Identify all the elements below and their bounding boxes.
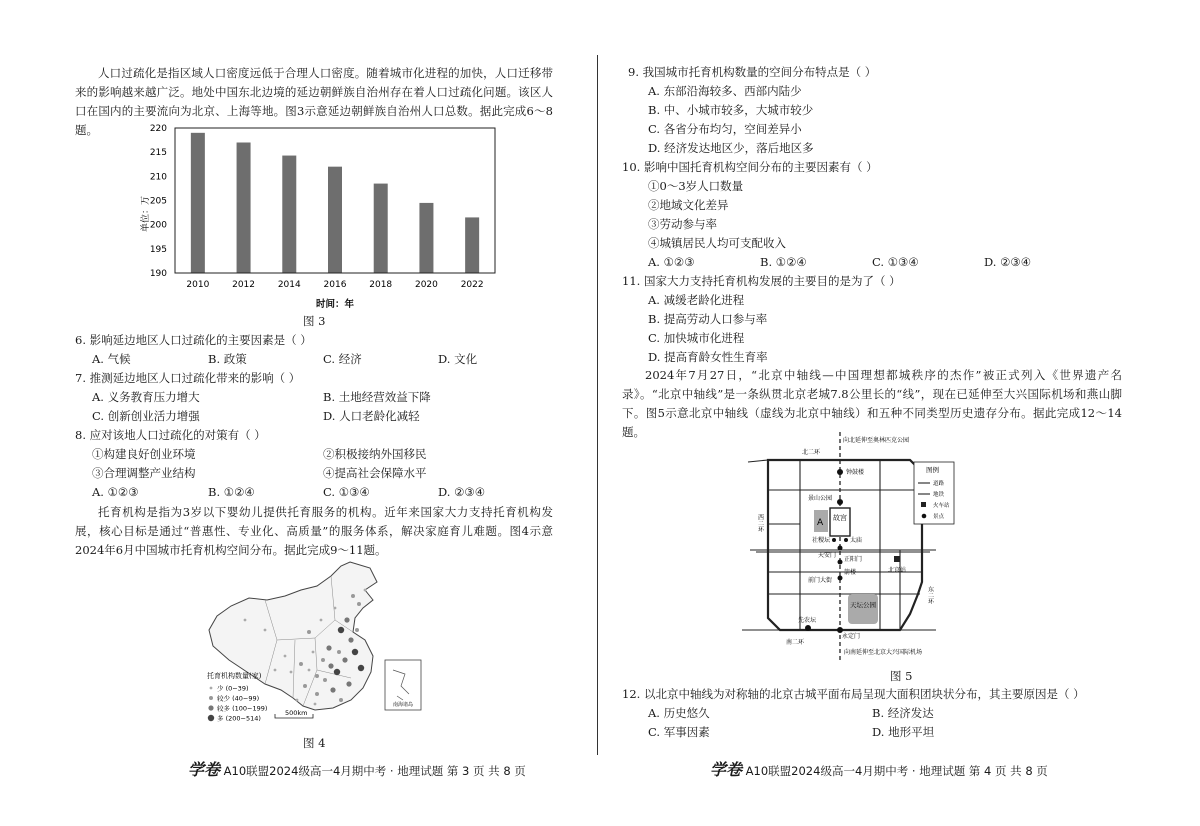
question-7: 7. 推测延边地区人口过疏化带来的影响（ ）	[75, 371, 301, 385]
site-a-label: A	[817, 518, 824, 528]
gugong-label: 故宫	[833, 514, 847, 522]
q12-option-d: D. 地形平坦	[872, 725, 935, 739]
q7-option-a: A. 义务教育压力增大	[92, 390, 200, 404]
y-tick-label: 200	[149, 220, 167, 231]
label-xiannong: 先农坛	[798, 617, 817, 624]
question-10: 10. 影响中国托育机构空间分布的主要因素有（ ）	[622, 160, 878, 174]
city-dot	[307, 630, 311, 634]
bar-2022	[465, 217, 479, 273]
city-dot	[339, 698, 343, 702]
legend-fewer: 较少 (40~99)	[217, 694, 260, 703]
brand-logo: 学卷	[188, 760, 221, 779]
scale-label: 500km	[285, 709, 308, 717]
left-footer	[188, 757, 526, 780]
q6-option-c: C. 经济	[323, 352, 362, 366]
city-dot	[330, 687, 335, 692]
x-tick-label: 2012	[232, 280, 256, 290]
city-dot	[346, 681, 351, 686]
q6-option-d: D. 文化	[438, 352, 478, 366]
y-tick-label: 215	[149, 148, 167, 159]
x-tick-label: 2018	[369, 280, 393, 290]
legend-more: 较多 (100~199)	[217, 704, 268, 713]
beijing-axis-map	[740, 432, 955, 660]
city-dot	[338, 627, 344, 633]
city-dot	[342, 657, 347, 662]
city-dot	[348, 637, 353, 642]
label-ring-north: 北二环	[802, 449, 821, 456]
label-ring-west: 西二环	[756, 514, 764, 532]
label-tiananmen: 天安门	[818, 552, 837, 559]
q6-option-b: B. 政策	[208, 352, 247, 366]
label-jingshan: 景山公园	[808, 495, 833, 502]
tiantan-block	[848, 594, 878, 624]
city-dot	[315, 692, 319, 696]
city-dot	[357, 602, 361, 606]
bar-2016	[328, 167, 342, 273]
q8-item-3: ③合理调整产业结构	[92, 466, 196, 480]
figure-4-caption: 图 4	[303, 736, 326, 750]
city-dot	[308, 669, 311, 672]
q8-item-2: ②积极接纳外国移民	[323, 447, 427, 461]
figure-5-caption: 图 5	[890, 669, 913, 683]
city-dot	[337, 650, 341, 654]
label-qianmen: 前门大街	[808, 577, 833, 584]
y-tick-label: 190	[149, 269, 167, 279]
city-dot	[296, 699, 299, 702]
q8-option-a: A. ①②③	[92, 485, 139, 499]
q8-item-4: ④提高社会保障水平	[323, 466, 427, 480]
q12-option-c: C. 军事因素	[648, 725, 710, 739]
chart-x-axis	[186, 280, 483, 290]
q10-item-2: ②地域文化差异	[648, 198, 729, 212]
legend-title: 图例	[926, 466, 939, 474]
y-tick-label: 205	[149, 196, 167, 207]
q9-option-c: C. 各省分布均匀，空间差异小	[648, 122, 802, 136]
right-footer-text: A10联盟2024级高一4月期中考 · 地理试题 第 4 页 共 8 页	[745, 764, 1048, 778]
map-legend	[208, 684, 268, 723]
figure-3-caption: 图 3	[303, 314, 326, 328]
q9-option-d: D. 经济发达地区少，落后地区多	[648, 141, 814, 155]
q10-item-3: ③劳动参与率	[648, 217, 717, 231]
q7-option-c: C. 创新创业活力增强	[92, 409, 200, 423]
question-8: 8. 应对该地人口过疏化的对策有（ ）	[75, 428, 266, 442]
city-dot	[334, 607, 337, 610]
map-legend-title: 托育机构数量(家)	[207, 672, 262, 680]
q10-item-4: ④城镇居民人均可支配收入	[648, 236, 786, 250]
chart-ylabel: 单位：万	[141, 195, 151, 233]
x-tick-label: 2014	[277, 280, 301, 290]
x-tick-label: 2020	[414, 280, 438, 290]
legend-scenic: 景点	[933, 514, 945, 520]
china-childcare-map	[205, 560, 430, 735]
y-tick-label: 210	[149, 172, 167, 183]
label-south-ext: 向南延伸至北京大兴国际机场	[844, 649, 923, 656]
label-jianlou: 箭楼	[844, 569, 857, 576]
q7-option-b: B. 土地经营效益下降	[323, 390, 431, 404]
city-dot	[290, 671, 293, 674]
q7-option-d: D. 人口老龄化减轻	[323, 409, 420, 423]
city-dot	[326, 645, 331, 650]
q8-item-1: ①构建良好创业环境	[92, 447, 196, 461]
city-dot	[312, 651, 315, 654]
intro-paragraph-1: 人口过疏化是指区域人口密度远低于合理人口密度。随着城市化进程的加快，人口迁移带来的影响越来越广泛。地处中国东北边境的延边朝鲜族自治州存在着人口过疏化问题。该区人口在国内的主要流向为北京、上海等地。图3示意延边朝鲜族自治州人口总数。据此完成6～8题。	[75, 66, 553, 137]
gugong-block	[830, 508, 850, 536]
right-footer	[710, 757, 1048, 780]
population-bar-chart	[120, 118, 510, 313]
chart-bars	[191, 133, 479, 273]
q11-option-d: D. 提高育龄女性生育率	[648, 350, 768, 364]
city-dot	[355, 628, 359, 632]
q10-option-a: A. ①②③	[648, 255, 695, 269]
intro-paragraph-2: 托育机构是指为3岁以下婴幼儿提供托育服务的机构。近年来国家大力支持托育机构发展，核心目标是通过“普惠性、专业化、高质量”的服务体系，解决家庭育儿难题。图4示意2024年6月中国城市托育机构空间分布。据此完成9～11题。	[75, 505, 553, 557]
q10-option-b: B. ①②④	[760, 255, 807, 269]
city-dot	[303, 684, 307, 688]
q9-option-a: A. 东部沿海较多、西部内陆少	[648, 84, 802, 98]
beijing-station-icon	[894, 556, 900, 562]
legend-subway: 地铁	[933, 492, 945, 498]
q10-option-d: D. ②③④	[984, 255, 1032, 269]
city-dot	[323, 678, 327, 682]
city-dot	[320, 619, 323, 622]
label-ring-south: 南二环	[786, 639, 805, 646]
bar-2010	[191, 133, 205, 273]
label-north-ext: 向北延伸至奥林匹克公园	[843, 437, 910, 444]
label-zhonggulou: 钟鼓楼	[846, 469, 865, 476]
y-tick-label: 195	[149, 244, 167, 255]
city-dot	[358, 665, 364, 671]
bar-2020	[419, 203, 433, 273]
city-dot	[351, 594, 355, 598]
question-6: 6. 影响延边地区人口过疏化的主要因素是（ ）	[75, 333, 312, 347]
q8-option-d: D. ②③④	[438, 485, 486, 499]
city-dot	[264, 629, 267, 632]
city-dot	[315, 674, 319, 678]
city-dot	[328, 663, 333, 668]
label-ring-east: 东二环	[926, 586, 934, 604]
road-grid	[742, 460, 936, 630]
inset-label: 南海诸岛	[392, 702, 414, 708]
brand-logo: 学卷	[710, 760, 743, 779]
page-divider	[597, 55, 598, 755]
city-dot	[244, 619, 247, 622]
label-sheji: 社稷坛	[812, 537, 831, 544]
label-zhengyangmen: 正阳门	[844, 556, 863, 563]
scenic-points	[805, 469, 848, 633]
question-9: 9. 我国城市托育机构数量的空间分布特点是（ ）	[628, 65, 877, 79]
q10-option-c: C. ①③④	[872, 255, 919, 269]
tiantan-label: 天坛公园	[850, 601, 876, 609]
city-dot	[334, 669, 340, 675]
label-taimiao: 太庙	[850, 537, 863, 544]
q11-option-a: A. 减缓老龄化进程	[648, 293, 745, 307]
q11-option-b: B. 提高劳动人口参与率	[648, 312, 768, 326]
q8-option-c: C. ①③④	[323, 485, 370, 499]
chart-y-axis	[150, 124, 167, 279]
city-dot	[314, 703, 317, 706]
q6-option-a: A. 气候	[92, 352, 131, 366]
city-dot	[352, 649, 358, 655]
question-12: 12. 以北京中轴线为对称轴的北京古城平面布局呈现大面积团块状分布，其主要原因是（ ）	[622, 687, 1085, 701]
y-tick-label: 220	[149, 124, 167, 134]
q11-option-c: C. 加快城市化进程	[648, 331, 745, 345]
q9-option-b: B. 中、小城市较多，大城市较少	[648, 103, 814, 117]
legend-most: 多 (200~514)	[217, 714, 261, 723]
left-footer-text: A10联盟2024级高一4月期中考 · 地理试题 第 3 页 共 8 页	[223, 764, 526, 778]
bar-2014	[282, 156, 296, 273]
x-tick-label: 2016	[323, 280, 347, 290]
legend-few: 少 (0~39)	[217, 684, 249, 693]
intro-paragraph-3: 2024年7月27日，“北京中轴线—中国理想都城秩序的杰作”被正式列入《世界遗产名录》。“北京中轴线”是一条纵贯北京老城7.8公里长的“线”，现在已延伸至大兴国际机场和燕山脚下。图5示意北京中轴线（虚线为北京中轴线）和五种不同类型历史遗存分布。据此完成12～14题。	[622, 368, 1122, 439]
legend-road: 道路	[933, 481, 945, 487]
q12-option-a: A. 历史悠久	[648, 706, 710, 720]
chart-xlabel: 时间：年	[315, 299, 355, 310]
city-dot	[284, 655, 287, 658]
q8-option-b: B. ①②④	[208, 485, 255, 499]
city-dot	[364, 589, 367, 592]
question-11: 11. 国家大力支持托育机构发展的主要目的是为了（ ）	[622, 274, 901, 288]
city-dot	[274, 669, 277, 672]
label-beijing-station: 北京站	[888, 567, 907, 574]
bar-2012	[237, 143, 251, 274]
city-dot	[321, 658, 325, 662]
label-yongdingmen: 永定门	[842, 633, 861, 640]
q12-option-b: B. 经济发达	[872, 706, 934, 720]
second-ring-road	[768, 460, 922, 630]
city-dot	[344, 617, 349, 622]
legend-station: 火车站	[933, 503, 950, 509]
x-tick-label: 2022	[460, 280, 484, 290]
bar-2018	[374, 184, 388, 273]
city-dot	[299, 662, 303, 666]
q10-item-1: ①0～3岁人口数量	[648, 179, 744, 193]
x-tick-label: 2010	[186, 280, 210, 290]
map5-legend	[914, 462, 954, 524]
